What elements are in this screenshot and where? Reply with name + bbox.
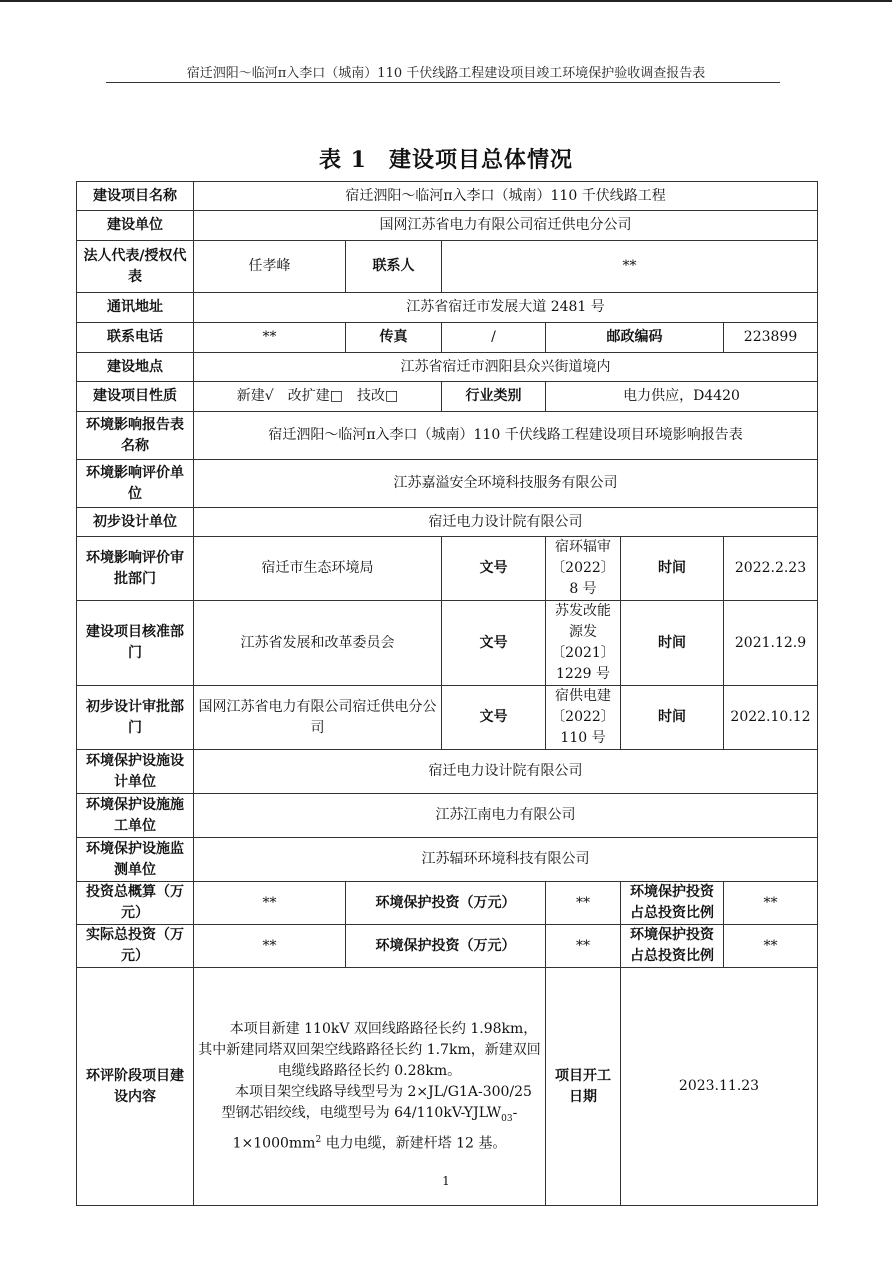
label-budget: 投资总概算（万元） (77, 882, 194, 925)
row-builder (77, 211, 818, 241)
label-contact: 联系人 (346, 241, 442, 293)
value-phone: ** (194, 323, 346, 353)
label-project-name: 建设项目名称 (77, 182, 194, 211)
table-title (0, 143, 892, 174)
label-eia-time: 时间 (621, 537, 724, 601)
value-eia-doc: 宿环辐审〔2022〕8 号 (546, 537, 621, 601)
content-description (194, 968, 546, 1206)
label-eia-doc: 文号 (442, 537, 546, 601)
running-header: 宿迁泗阳～临河π入李口（城南）110 千伏线路工程建设项目竣工环境保护验收调查报告表 (186, 66, 706, 81)
value-design-approval: 国网江苏省电力有限公司宿迁供电分公司 (194, 686, 442, 750)
value-env-design-unit: 宿迁电力设计院有限公司 (194, 750, 818, 794)
row-address (77, 293, 818, 323)
value-industry: 电力供应，D4420 (546, 382, 818, 412)
value-eia-time: 2022.2.23 (724, 537, 818, 601)
value-postal: 223899 (724, 323, 818, 353)
label-builder: 建设单位 (77, 211, 194, 241)
value-env-construction-unit: 江苏江南电力有限公司 (194, 794, 818, 838)
label-postal: 邮政编码 (546, 323, 724, 353)
label-env-design-unit: 环境保护设施设计单位 (77, 750, 194, 794)
label-nature: 建设项目性质 (77, 382, 194, 412)
row-project-approval (77, 601, 818, 686)
header-divider (106, 82, 780, 83)
row-eia-report-name (77, 412, 818, 460)
value-fax: / (442, 323, 546, 353)
row-eia-approval (77, 537, 818, 601)
value-eia-report-name: 宿迁泗阳～临河π入李口（城南）110 千伏线路工程建设项目环境影响报告表 (194, 412, 818, 460)
label-design-unit: 初步设计单位 (77, 508, 194, 537)
label-budget-ratio: 环境保护投资占总投资比例 (621, 882, 724, 925)
value-contact: ** (442, 241, 818, 293)
row-legal-rep (77, 241, 818, 293)
value-start-date: 2023.11.23 (621, 968, 818, 1206)
value-project-time: 2021.12.9 (724, 601, 818, 686)
label-project-time: 时间 (621, 601, 724, 686)
row-phone (77, 323, 818, 353)
label-fax: 传真 (346, 323, 442, 353)
value-project-doc: 苏发改能源发〔2021〕1229 号 (546, 601, 621, 686)
row-env-construction-unit (77, 794, 818, 838)
table-number: 表 1 (319, 147, 367, 173)
label-industry: 行业类别 (442, 382, 546, 412)
label-eia-unit: 环境影响评价单位 (77, 460, 194, 508)
row-actual (77, 925, 818, 968)
value-budget-ratio: ** (724, 882, 818, 925)
table-title-text: 建设项目总体情况 (388, 147, 573, 173)
label-design-time: 时间 (621, 686, 724, 750)
value-actual-env: ** (546, 925, 621, 968)
label-eia-report-name: 环境影响报告表名称 (77, 412, 194, 460)
label-actual-env: 环境保护投资（万元） (346, 925, 546, 968)
label-env-construction-unit: 环境保护设施施工单位 (77, 794, 194, 838)
value-env-monitor-unit: 江苏辐环环境科技有限公司 (194, 838, 818, 882)
value-design-unit: 宿迁电力设计院有限公司 (194, 508, 818, 537)
row-eia-unit (77, 460, 818, 508)
content-paragraph-1: 本项目新建 110kV 双回线路路径长约 1.98km，其中新建同塔双回架空线路路径长约 1.7km，新建双回电缆线路路径长约 0.28km。 (198, 1020, 541, 1079)
page-number: 1 (442, 1174, 450, 1188)
value-nature: 新建√ 改扩建□ 技改□ (194, 382, 442, 412)
label-address: 通讯地址 (77, 293, 194, 323)
value-budget-env: ** (546, 882, 621, 925)
row-project-name (77, 182, 818, 211)
row-env-monitor-unit (77, 838, 818, 882)
label-start-date: 项目开工日期 (546, 968, 621, 1206)
label-eia-approval: 环境影响评价审批部门 (77, 537, 194, 601)
value-builder: 国网江苏省电力有限公司宿迁供电分公司 (194, 211, 818, 241)
row-design-approval (77, 686, 818, 750)
value-eia-approval: 宿迁市生态环境局 (194, 537, 442, 601)
value-address: 江苏省宿迁市发展大道 2481 号 (194, 293, 818, 323)
label-project-approval: 建设项目核准部门 (77, 601, 194, 686)
value-location: 江苏省宿迁市泗阳县众兴街道境内 (194, 353, 818, 382)
row-env-design-unit (77, 750, 818, 794)
page-top-border (0, 0, 892, 2)
value-actual-ratio: ** (724, 925, 818, 968)
label-design-doc: 文号 (442, 686, 546, 750)
row-nature (77, 382, 818, 412)
row-content (77, 968, 818, 1206)
label-content: 环评阶段项目建设内容 (77, 968, 194, 1206)
value-design-time: 2022.10.12 (724, 686, 818, 750)
row-location (77, 353, 818, 382)
row-budget (77, 882, 818, 925)
label-env-monitor-unit: 环境保护设施监测单位 (77, 838, 194, 882)
row-design-unit (77, 508, 818, 537)
label-design-approval: 初步设计审批部门 (77, 686, 194, 750)
label-actual-ratio: 环境保护投资占总投资比例 (621, 925, 724, 968)
value-legal-rep: 任孝峰 (194, 241, 346, 293)
value-eia-unit: 江苏嘉溢安全环境科技服务有限公司 (194, 460, 818, 508)
value-project-name: 宿迁泗阳～临河π入李口（城南）110 千伏线路工程 (194, 182, 818, 211)
label-phone: 联系电话 (77, 323, 194, 353)
value-project-approval: 江苏省发展和改革委员会 (194, 601, 442, 686)
label-location: 建设地点 (77, 353, 194, 382)
content-paragraph-2: 本项目架空线路导线型号为 2×JL/G1A-300/25 型钢芯铝绞线，电缆型号为 $64/110kV-YJLW_{03}-1\times 1000mm^2$ 电力电缆，新建杆塔 12 基。 (221, 1083, 532, 1152)
label-project-doc: 文号 (442, 601, 546, 686)
value-budget: ** (194, 882, 346, 925)
value-design-doc: 宿供电建〔2022〕110 号 (546, 686, 621, 750)
label-legal-rep: 法人代表/授权代表 (77, 241, 194, 293)
label-budget-env: 环境保护投资（万元） (346, 882, 546, 925)
value-actual: ** (194, 925, 346, 968)
label-actual: 实际总投资（万元） (77, 925, 194, 968)
project-overview-table (76, 181, 818, 1206)
